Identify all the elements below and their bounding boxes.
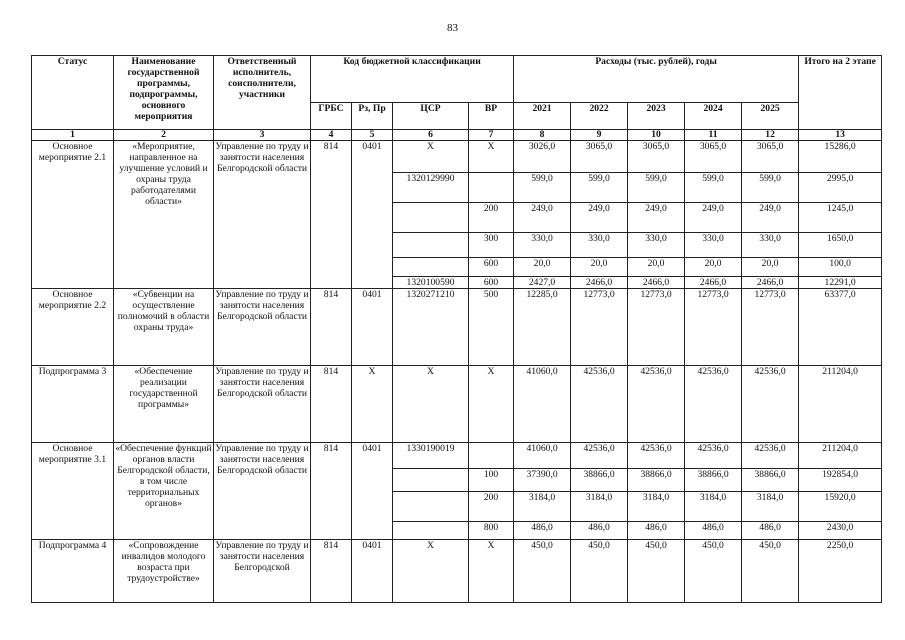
name-cell: «Мероприятие, направленное на улучшение условий и охраны труда работодателями области» [114,141,214,289]
vr-cell: Х [469,141,514,173]
header-2025: 2025 [742,103,799,130]
value-cell: 3184,0 [571,492,628,522]
vr-cell: 200 [469,492,514,522]
col-number: 3 [214,130,311,141]
header-name: Наименование государственной программы, подпрограммы, основного мероприятия [114,56,214,130]
total-cell: 63377,0 [799,289,882,366]
value-cell: 486,0 [628,522,685,540]
csr-cell [393,233,469,258]
vr-cell: 500 [469,289,514,366]
vr-cell [469,173,514,203]
csr-cell: 1320271210 [393,289,469,366]
total-cell: 1245,0 [799,203,882,233]
value-cell: 2466,0 [685,277,742,289]
value-cell: 42536,0 [742,366,799,443]
value-cell: 38866,0 [685,469,742,492]
col-number: 7 [469,130,514,141]
value-cell: 599,0 [514,173,571,203]
value-cell: 20,0 [514,258,571,277]
vr-cell: 200 [469,203,514,233]
value-cell: 3065,0 [571,141,628,173]
value-cell: 249,0 [514,203,571,233]
value-cell: 38866,0 [628,469,685,492]
value-cell: 20,0 [742,258,799,277]
status-cell: Основное мероприятие 2.2 [32,289,114,366]
col-number: 4 [311,130,352,141]
value-cell: 12773,0 [628,289,685,366]
value-cell: 2466,0 [628,277,685,289]
rzpr-cell: 0401 [352,289,393,366]
table-row [32,141,882,173]
value-cell: 330,0 [514,233,571,258]
value-cell: 12773,0 [685,289,742,366]
header-rzpr: Рз, Пр [352,103,393,130]
value-cell: 42536,0 [628,443,685,469]
csr-cell: Х [393,141,469,173]
value-cell: 42536,0 [685,366,742,443]
name-cell: «Субвенции на осуществление полномочий в области охраны труда» [114,289,214,366]
value-cell: 450,0 [514,540,571,603]
grbs-cell: 814 [311,540,352,603]
total-cell: 2430,0 [799,522,882,540]
vr-cell: 800 [469,522,514,540]
value-cell: 37390,0 [514,469,571,492]
header-kbk: Код бюджетной классификации [311,56,514,103]
col-number: 1 [32,130,114,141]
csr-cell: Х [393,540,469,603]
csr-cell [393,522,469,540]
total-cell: 12291,0 [799,277,882,289]
value-cell: 330,0 [742,233,799,258]
value-cell: 450,0 [742,540,799,603]
grbs-cell: 814 [311,289,352,366]
name-cell: «Сопровождение инвалидов молодого возраста при трудоустройстве» [114,540,214,603]
value-cell: 42536,0 [742,443,799,469]
name-cell: «Обеспечение реализации государственной программы» [114,366,214,443]
value-cell: 330,0 [685,233,742,258]
header-2023: 2023 [628,103,685,130]
header-2022: 2022 [571,103,628,130]
column-number-row [32,130,882,141]
col-number: 12 [742,130,799,141]
col-number: 13 [799,130,882,141]
value-cell: 3184,0 [685,492,742,522]
total-cell: 2250,0 [799,540,882,603]
vr-cell: 300 [469,233,514,258]
table-row [32,540,882,603]
value-cell: 42536,0 [685,443,742,469]
value-cell: 450,0 [628,540,685,603]
value-cell: 2427,0 [514,277,571,289]
name-cell: «Обеспечение функций органов власти Белгородской области, в том числе территориальных органов» [114,443,214,540]
value-cell: 42536,0 [571,366,628,443]
status-cell: Подпрограмма 4 [32,540,114,603]
value-cell: 330,0 [571,233,628,258]
responsible-cell: Управление по труду и занятости населения Белгородской области [214,289,311,366]
table-row [32,289,882,366]
value-cell: 599,0 [742,173,799,203]
value-cell: 38866,0 [571,469,628,492]
grbs-cell: 814 [311,443,352,540]
col-number: 9 [571,130,628,141]
value-cell: 3065,0 [742,141,799,173]
vr-cell [469,443,514,469]
header-expenses: Расходы (тыс. рублей), годы [514,56,799,103]
value-cell: 3026,0 [514,141,571,173]
value-cell: 2466,0 [742,277,799,289]
value-cell: 38866,0 [742,469,799,492]
rzpr-cell: 0401 [352,141,393,289]
value-cell: 330,0 [628,233,685,258]
value-cell: 20,0 [685,258,742,277]
value-cell: 12773,0 [571,289,628,366]
csr-cell [393,203,469,233]
value-cell: 599,0 [685,173,742,203]
value-cell: 450,0 [571,540,628,603]
value-cell: 41060,0 [514,443,571,469]
total-cell: 100,0 [799,258,882,277]
grbs-cell: 814 [311,141,352,289]
value-cell: 42536,0 [628,366,685,443]
vr-cell: Х [469,366,514,443]
csr-cell: 1320129990 [393,173,469,203]
col-number: 2 [114,130,214,141]
value-cell: 599,0 [628,173,685,203]
responsible-cell: Управление по труду и занятости населения Белгородской области [214,141,311,289]
col-number: 10 [628,130,685,141]
value-cell: 12773,0 [742,289,799,366]
rzpr-cell: Х [352,366,393,443]
total-cell: 211204,0 [799,366,882,443]
vr-cell: Х [469,540,514,603]
header-2024: 2024 [685,103,742,130]
total-cell: 15286,0 [799,141,882,173]
csr-cell: 1330190019 [393,443,469,469]
col-number: 6 [393,130,469,141]
vr-cell: 600 [469,277,514,289]
value-cell: 450,0 [685,540,742,603]
budget-table [31,55,882,603]
value-cell: 486,0 [742,522,799,540]
vr-cell: 100 [469,469,514,492]
value-cell: 249,0 [571,203,628,233]
header-responsible: Ответственный исполнитель, соисполнители, участники [214,56,311,130]
value-cell: 249,0 [685,203,742,233]
header-2021: 2021 [514,103,571,130]
header-status: Статус [32,56,114,130]
responsible-cell: Управление по труду и занятости населения Белгородской [214,540,311,603]
value-cell: 12285,0 [514,289,571,366]
value-cell: 599,0 [571,173,628,203]
total-cell: 192854,0 [799,469,882,492]
status-cell: Основное мероприятие 2.1 [32,141,114,289]
csr-cell: 1320100590 [393,277,469,289]
total-cell: 15920,0 [799,492,882,522]
value-cell: 41060,0 [514,366,571,443]
value-cell: 20,0 [628,258,685,277]
header-total: Итого на 2 этапе [799,56,882,130]
value-cell: 42536,0 [571,443,628,469]
rzpr-cell: 0401 [352,443,393,540]
table-row [32,443,882,469]
value-cell: 486,0 [685,522,742,540]
value-cell: 3065,0 [685,141,742,173]
total-cell: 211204,0 [799,443,882,469]
value-cell: 249,0 [742,203,799,233]
vr-cell: 600 [469,258,514,277]
responsible-cell: Управление по труду и занятости населения Белгородской области [214,366,311,443]
grbs-cell: 814 [311,366,352,443]
responsible-cell: Управление по труду и занятости населения Белгородской области [214,443,311,540]
header-grbs: ГРБС [311,103,352,130]
total-cell: 1650,0 [799,233,882,258]
rzpr-cell: 0401 [352,540,393,603]
header-csr: ЦСР [393,103,469,130]
status-cell: Подпрограмма 3 [32,366,114,443]
value-cell: 2466,0 [571,277,628,289]
value-cell: 486,0 [571,522,628,540]
col-number: 5 [352,130,393,141]
csr-cell [393,492,469,522]
header-vr: ВР [469,103,514,130]
value-cell: 3065,0 [628,141,685,173]
value-cell: 249,0 [628,203,685,233]
csr-cell [393,258,469,277]
value-cell: 3184,0 [514,492,571,522]
csr-cell: Х [393,366,469,443]
table-row [32,366,882,443]
csr-cell [393,469,469,492]
value-cell: 20,0 [571,258,628,277]
col-number: 8 [514,130,571,141]
value-cell: 3184,0 [742,492,799,522]
value-cell: 486,0 [514,522,571,540]
col-number: 11 [685,130,742,141]
status-cell: Основное мероприятие 3.1 [32,443,114,540]
page-number: 83 [447,22,458,34]
value-cell: 3184,0 [628,492,685,522]
total-cell: 2995,0 [799,173,882,203]
